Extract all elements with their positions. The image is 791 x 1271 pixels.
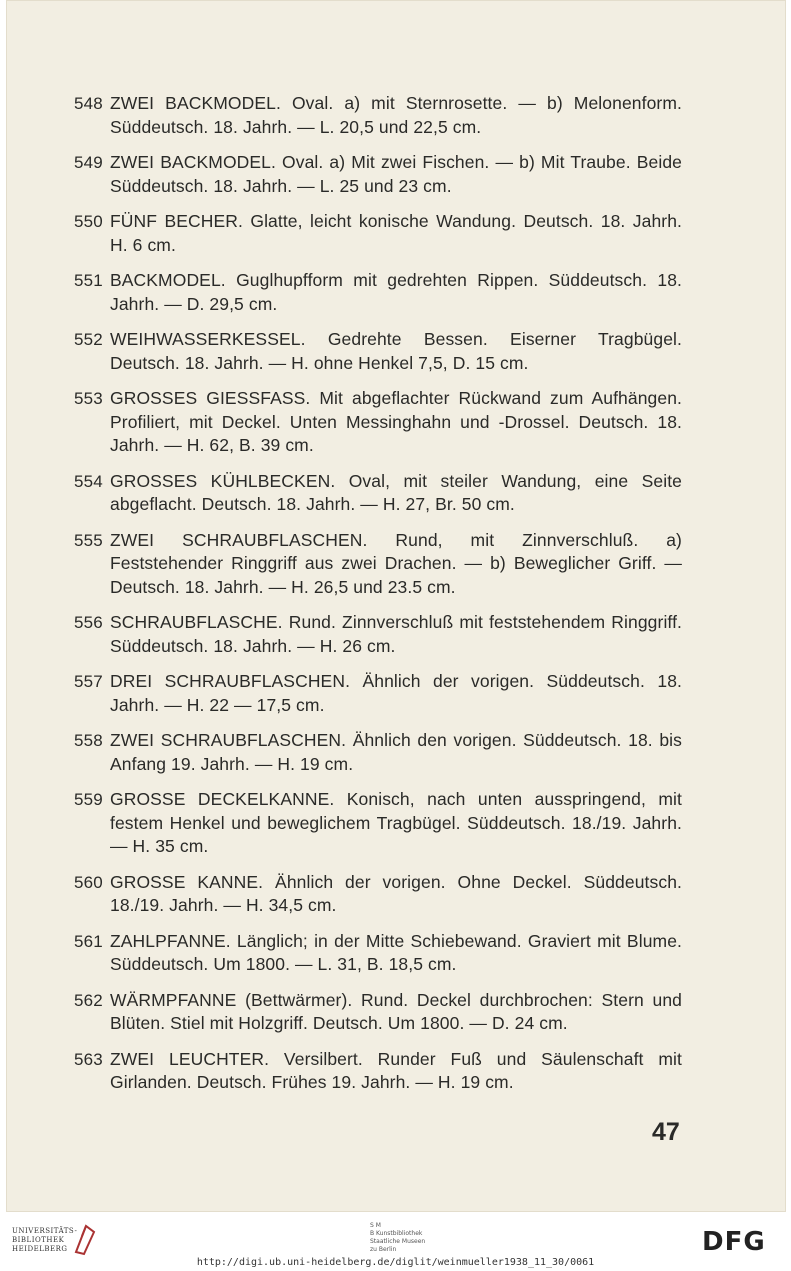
entry-text: ZWEI LEUCHTER. Versilbert. Runder Fuß und Säulenschaft mit Girlanden. Deutsch. Frühes 19. Jahrh. — H. 19 cm. (110, 1048, 682, 1092)
entry-562 (74, 989, 682, 1036)
entry-list (74, 92, 682, 1107)
entry-text: FÜNF BECHER. Glatte, leicht konische Wandung. Deutsch. 18. Jahrh. H. 6 cm. (110, 211, 682, 255)
page-number: 47 (652, 1118, 680, 1146)
entry-text: ZWEI SCHRAUBFLASCHEN. Ähnlich den vorigen. Süddeutsch. 18. bis Anfang 19. Jahrh. — H. 19 cm. (110, 730, 682, 774)
entry-561 (74, 930, 682, 977)
entry-number: 553 (74, 389, 103, 408)
catalog-page (6, 0, 786, 1212)
entry-text: ZAHLPFANNE. Länglich; in der Mitte Schiebewand. Graviert mit Blume. Süddeutsch. Um 1800. — L. 31, B. 18,5 cm. (110, 930, 682, 974)
entry-number: 559 (74, 790, 103, 809)
entry-text: GROSSE KANNE. Ähnlich der vorigen. Ohne Deckel. Süddeutsch. 18./19. Jahrh. — H. 34,5 cm. (110, 871, 682, 915)
entry-560 (74, 871, 682, 918)
source-url-link[interactable]: http://digi.ub.uni-heidelberg.de/diglit/weinmueller1938_11_30/0061 (196, 1257, 595, 1268)
museum-credit (370, 1222, 425, 1254)
credit-line: zu Berlin (370, 1246, 397, 1253)
entry-text: DREI SCHRAUBFLASCHEN. Ähnlich der vorigen. Süddeutsch. 18. Jahrh. — H. 22 — 17,5 cm. (110, 671, 682, 715)
entry-text: GROSSE DECKELKANNE. Konisch, nach unten ausspringend, mit festem Henkel und beweglichem Tragbügel. Süddeutsch. 18./19. Jahrh. — H. 35 cm. (110, 789, 682, 856)
university-line: HEIDELBERG (12, 1245, 68, 1253)
entry-number: 550 (74, 212, 103, 231)
entry-549 (74, 151, 682, 198)
entry-text: GROSSES GIESSFASS. Mit abgeflachter Rückwand zum Aufhängen. Profiliert, mit Deckel. Unten Messinghahn und -Drossel. Deutsch. 18. Jahrh. — H. 62, B. 39 cm. (110, 388, 682, 455)
entry-number: 548 (74, 94, 103, 113)
entry-563 (74, 1048, 682, 1095)
library-logo-icon (72, 1222, 98, 1256)
entry-text: ZWEI BACKMODEL. Oval. a) mit Sternrosette. — b) Melonenform. Süddeutsch. 18. Jahrh. — L. 20,5 und 22,5 cm. (110, 93, 682, 137)
credit-line: B Kunstbibliothek (370, 1230, 423, 1237)
dfg-logo: DFG (702, 1227, 766, 1257)
entry-553 (74, 387, 682, 458)
university-line: BIBLIOTHEK (12, 1236, 65, 1244)
credit-line: S M (370, 1222, 381, 1229)
entry-number: 555 (74, 530, 103, 550)
entry-559 (74, 788, 682, 859)
university-line: UNIVERSITÄTS- (12, 1227, 78, 1235)
entry-number: 563 (74, 1049, 103, 1069)
entry-text: WEIHWASSERKESSEL. Gedrehte Bessen. Eiserner Tragbügel. Deutsch. 18. Jahrh. — H. ohne Henkel 7,5, D. 15 cm. (110, 329, 682, 373)
entry-number: 560 (74, 872, 103, 892)
entry-number: 552 (74, 330, 103, 349)
entry-550 (74, 210, 682, 257)
entry-557 (74, 670, 682, 717)
entry-556 (74, 611, 682, 658)
entry-555 (74, 529, 682, 600)
entry-number: 551 (74, 271, 103, 290)
entry-number: 556 (74, 613, 103, 632)
entry-number: 561 (74, 931, 103, 951)
entry-text: WÄRMPFANNE (Bettwärmer). Rund. Deckel durchbrochen: Stern und Blüten. Stiel mit Holzgriff. Deutsch. Um 1800. — D. 24 cm. (110, 989, 682, 1033)
entry-number: 562 (74, 990, 103, 1010)
university-library-label (12, 1227, 77, 1254)
entry-number: 557 (74, 672, 103, 691)
entry-551 (74, 269, 682, 316)
entry-text: GROSSES KÜHLBECKEN. Oval, mit steiler Wandung, eine Seite abgeflacht. Deutsch. 18. Jahrh. — H. 27, Br. 50 cm. (110, 470, 682, 514)
entry-text: BACKMODEL. Guglhupfform mit gedrehten Rippen. Süddeutsch. 18. Jahrh. — D. 29,5 cm. (110, 270, 682, 314)
entry-558 (74, 729, 682, 776)
entry-text: SCHRAUBFLASCHE. Rund. Zinnverschluß mit feststehendem Ringgriff. Süddeutsch. 18. Jahrh. — H. 26 cm. (110, 612, 682, 656)
entry-text: ZWEI SCHRAUBFLASCHEN. Rund, mit Zinnverschluß. a) Feststehender Ringgriff aus zwei Drachen. — b) Beweglicher Griff. — Deutsch. 18. Jahrh. — H. 26,5 und 23.5 cm. (110, 529, 682, 597)
entry-552 (74, 328, 682, 375)
entry-number: 558 (74, 731, 103, 750)
entry-554 (74, 470, 682, 517)
entry-number: 549 (74, 153, 103, 172)
entry-text: ZWEI BACKMODEL. Oval. a) Mit zwei Fischen. — b) Mit Traube. Beide Süddeutsch. 18. Jahrh. — L. 25 und 23 cm. (110, 152, 682, 196)
entry-number: 554 (74, 471, 103, 491)
entry-548 (74, 92, 682, 139)
credit-line: Staatliche Museen (370, 1238, 426, 1245)
footer-bar (0, 1212, 791, 1271)
